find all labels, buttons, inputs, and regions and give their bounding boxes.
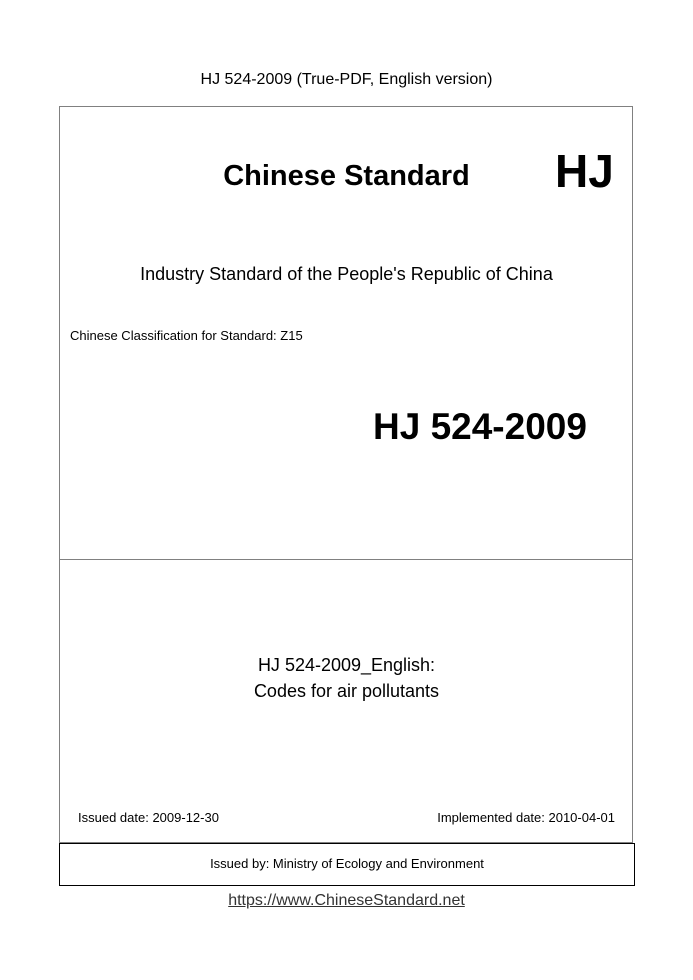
document-title-line-2: Codes for air pollutants (253, 681, 440, 701)
website-link[interactable]: https://www.ChineseStandard.net (228, 892, 465, 909)
implemented-date: Implemented date: 2010-04-01 (437, 810, 615, 825)
cover-title-text: Chinese Standard (223, 160, 470, 192)
document-title (0, 652, 693, 704)
issued-date: Issued date: 2009-12-30 (78, 810, 219, 825)
issuer-label: Issued by: Ministry of Ecology and Environment (210, 856, 484, 871)
industry-standard-label: Industry Standard of the People's Republic of China (140, 264, 553, 284)
document-title-line-1: HJ 524-2009_English: (257, 655, 436, 675)
running-header: HJ 524-2009 (True-PDF, English version) (200, 71, 493, 88)
issuer-box (59, 843, 635, 886)
classification-label: Chinese Classification for Standard: Z15 (70, 328, 303, 343)
standard-number: HJ 524-2009 (373, 406, 587, 447)
standard-mark: HJ (555, 145, 614, 197)
